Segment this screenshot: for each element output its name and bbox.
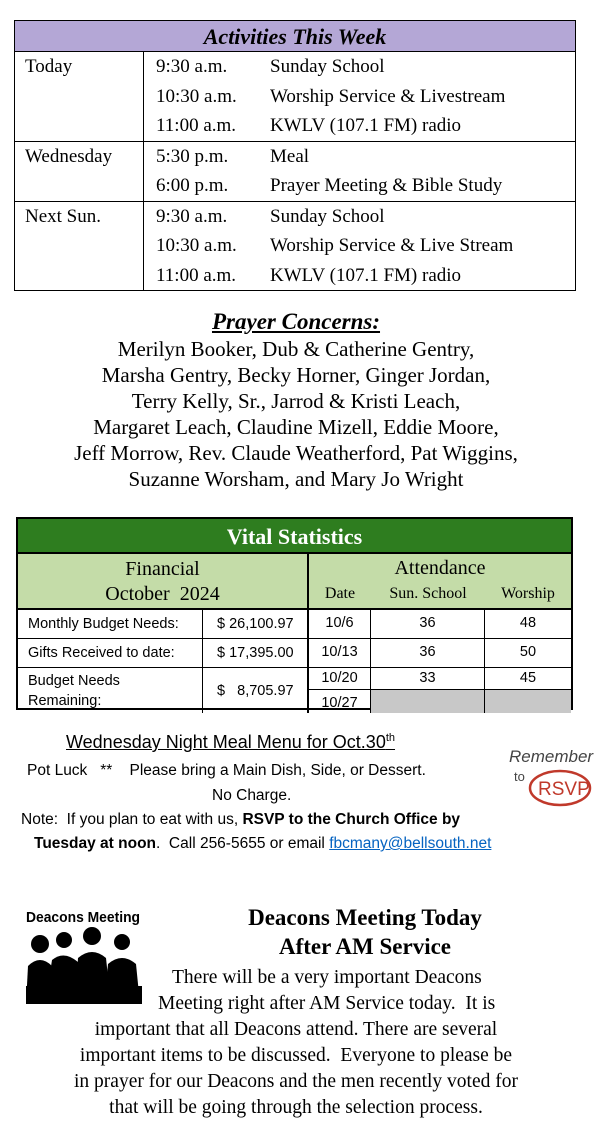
attendance-school [371, 690, 485, 713]
activity-time: 9:30 a.m. [156, 205, 228, 227]
attendance-date: 10/13 [309, 639, 371, 667]
activity-group-today [15, 52, 575, 142]
attendance-date: 10/6 [309, 610, 371, 638]
column-date: Date [324, 585, 356, 602]
activity-event: Sunday School [270, 56, 385, 77]
attendance-school: 36 [371, 639, 485, 667]
activity-time: 6:00 p.m. [156, 175, 229, 196]
attendance-columns [309, 583, 571, 605]
financial-row [18, 639, 309, 668]
deacons-text-line: in prayer for our Deacons and the men recently voted for [74, 1071, 518, 1092]
financial-column [18, 610, 309, 713]
financial-amount: $ 8,705.97 [203, 668, 309, 713]
financial-header [18, 554, 309, 608]
attendance-worship: 50 [519, 644, 537, 660]
activities-table [14, 20, 576, 291]
activity-day-blank [15, 111, 144, 141]
activity-row [15, 52, 575, 82]
deacons-silhouette-icon [26, 906, 142, 1004]
activity-day: Wednesday [15, 142, 144, 172]
attendance-worship [485, 690, 571, 713]
deacons-meeting-image [26, 906, 142, 1004]
note-call: . Call 256-5655 or email [156, 835, 330, 852]
deacons-title [160, 903, 570, 961]
activity-event: Prayer Meeting & Bible Study [270, 175, 503, 196]
activity-row [15, 142, 575, 172]
potluck-line: Pot Luck ** Please bring a Main Dish, Side, or Dessert. [27, 762, 426, 779]
financial-label-cell: Gifts Received to date: [18, 639, 203, 667]
attendance-worship: 45 [519, 670, 537, 686]
rsvp-to-text: to [514, 769, 525, 784]
activity-event: Worship Service & Livestream [270, 85, 506, 107]
activity-event: Meal [270, 145, 310, 167]
remember-rsvp-graphic [506, 744, 594, 808]
prayer-title: Prayer Concerns: [211, 309, 381, 334]
activity-event: Sunday School [270, 205, 385, 227]
financial-label-cell: Monthly Budget Needs: [18, 610, 203, 638]
attendance-worship: 48 [519, 615, 537, 631]
note-bold: RSVP to the Church Office by [242, 811, 461, 828]
vital-body [18, 610, 571, 713]
activity-group-next-sunday [15, 202, 575, 291]
activity-day-blank [15, 261, 144, 291]
prayer-line: Suzanne Worsham, and Mary Jo Wright [128, 467, 464, 491]
activity-event: KWLV (107.1 FM) radio [270, 115, 462, 136]
rsvp-remember-text: Remember [509, 747, 594, 766]
attendance-school: 36 [371, 610, 485, 638]
attendance-school: 33 [371, 668, 485, 689]
prayer-line: Terry Kelly, Sr., Jarrod & Kristi Leach, [131, 389, 461, 413]
prayer-line: Merilyn Booker, Dub & Catherine Gentry, [117, 337, 475, 361]
deacons-text-line: that will be going through the selection process. [109, 1097, 483, 1118]
activity-time: 10:30 a.m. [156, 235, 237, 256]
rsvp-icon [506, 744, 594, 808]
attendance-date: 10/27 [309, 690, 371, 713]
attendance-row [309, 668, 571, 690]
financial-amount: $ 17,395.00 [203, 639, 309, 667]
activity-row [15, 231, 575, 261]
activity-time: 10:30 a.m. [156, 85, 237, 107]
prayer-concerns [0, 308, 592, 492]
meal-title-sup: th [385, 732, 396, 744]
deacons-text-rest [0, 1017, 592, 1121]
activity-day: Today [15, 52, 144, 82]
rsvp-note-line2 [34, 835, 491, 853]
activity-time: 9:30 a.m. [156, 56, 228, 77]
activity-time: 5:30 p.m. [156, 145, 229, 167]
attendance-label: Attendance [394, 557, 486, 579]
activity-time: 11:00 a.m. [156, 115, 237, 136]
financial-row [18, 610, 309, 639]
deacons-text-line: Meeting right after AM Service today. It is [158, 993, 496, 1014]
rsvp-badge-text: RSVP [538, 779, 590, 800]
financial-period: October 2024 [105, 583, 220, 605]
vital-header [18, 554, 571, 610]
attendance-row [309, 610, 571, 639]
activity-day: Next Sun. [15, 202, 144, 232]
activity-event: KWLV (107.1 FM) radio [270, 264, 462, 286]
financial-label: Financial [125, 558, 200, 580]
activity-row [15, 82, 575, 112]
prayer-line: Marsha Gentry, Becky Horner, Ginger Jordan, [101, 363, 491, 387]
no-charge-line: No Charge. [212, 787, 292, 804]
attendance-row [309, 639, 571, 668]
rsvp-note-line1 [21, 811, 460, 829]
activity-row [15, 111, 575, 141]
activity-day-blank [15, 171, 144, 201]
financial-amount: $ 26,100.97 [203, 610, 309, 638]
email-link[interactable]: fbcmany@bellsouth.net [329, 835, 492, 852]
note-prefix: Note: If you plan to eat with us, [21, 811, 243, 828]
activity-time: 11:00 a.m. [156, 264, 237, 286]
activity-day-blank [15, 231, 144, 261]
financial-row [18, 668, 309, 713]
deacons-text-line: important items to be discussed. Everyone to please be [79, 1045, 513, 1066]
column-worship: Worship [501, 585, 555, 602]
attendance-column [309, 610, 571, 713]
activities-title: Activities This Week [15, 21, 575, 52]
column-sun-school: Sun. School [389, 585, 467, 602]
activity-row [15, 202, 575, 232]
activity-row [15, 171, 575, 201]
financial-label-cell: Budget Needs Remaining: [18, 668, 203, 713]
deacons-title-line1: Deacons Meeting Today [248, 905, 482, 930]
vital-title: Vital Statistics [18, 519, 571, 554]
meal-title [66, 732, 395, 753]
activity-group-wednesday [15, 142, 575, 202]
attendance-row [309, 690, 571, 713]
meal-title-text: Wednesday Night Meal Menu for Oct.30 [66, 732, 386, 752]
deacons-text-line: important that all Deacons attend. There are several [94, 1019, 498, 1040]
prayer-line: Margaret Leach, Claudine Mizell, Eddie Moore, [93, 415, 499, 439]
attendance-header [309, 554, 571, 608]
deacons-text-line: There will be a very important Deacons [172, 967, 482, 988]
attendance-date: 10/20 [309, 668, 371, 689]
deacons-image-caption: Deacons Meeting [26, 910, 140, 926]
deacons-title-line2: After AM Service [279, 934, 451, 959]
prayer-line: Jeff Morrow, Rev. Claude Weatherford, Pat Wiggins, [74, 441, 518, 465]
vital-statistics-table [16, 517, 573, 710]
activity-row [15, 261, 575, 291]
activity-event: Worship Service & Live Stream [270, 235, 514, 256]
activity-day-blank [15, 82, 144, 112]
note-bold-deadline: Tuesday at noon [34, 835, 157, 852]
